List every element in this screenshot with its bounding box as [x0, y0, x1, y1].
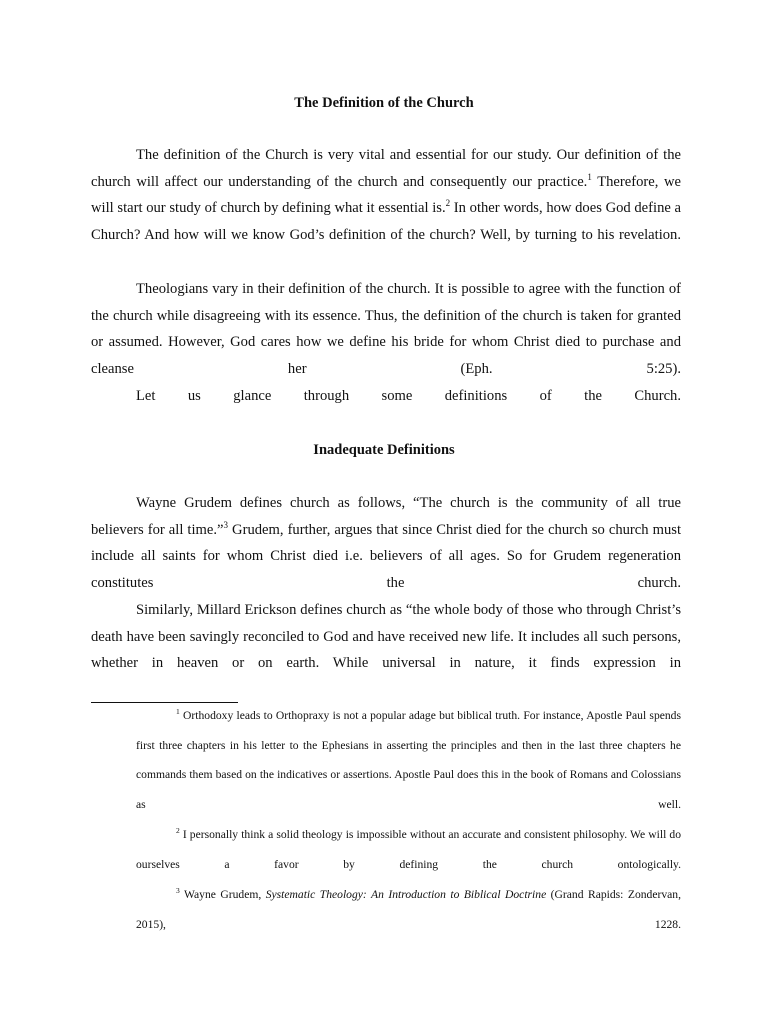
paragraph-1-text-a: The definition of the Church is very vital and essential for our study. Our definition of the church will affect our understanding of the church and consequently our practice.	[91, 147, 681, 190]
paragraph-4-text-b: Grudem, further, argues that since Christ died for the church so church must include all saints for whom Christ died i.e. believers of all ages. So for Grudem regeneration constitutes the church.	[91, 521, 681, 592]
footnote-3-text-pre: Wayne Grudem,	[179, 888, 266, 901]
page-title: The Definition of the Church	[294, 95, 474, 111]
paragraph-1-text-c: In other words, how does God define a Church? And how will we know God’s definition of the church? Well, by turning to his revelation.	[91, 200, 682, 244]
paragraph-1	[91, 142, 681, 276]
footnote-3-text-post: (Grand Rapids: Zondervan, 2015), 1228.	[136, 888, 681, 931]
footnote-1-text: Orthodoxy leads to Orthopraxy is not a popular adage but biblical truth. For instance, Apostle Paul spends first three chapters in his letter to the Ephesians in asserting the principles and then in the last three chapters he commands them based on the indicatives or assertions. Apostle Paul does this in the book of Romans and Colossians as well.	[136, 709, 681, 811]
paragraph-3	[91, 383, 681, 436]
footnote-ref-1: 1	[587, 171, 592, 182]
footnote-ref-2: 2	[445, 198, 451, 209]
footnote-3-book-title: Systematic Theology: An Introduction to Biblical Doctrine	[265, 888, 547, 901]
section-heading: Inadequate Definitions	[313, 442, 455, 458]
paragraph-2-text: Theologians vary in their definition of the church. It is possible to agree with the function of the church while disagreeing with its essence. Thus, the definition of the church is taken for granted or assumed. However, God cares how we define his bride for whom Christ died to purchase and cleanse her (Eph. 5:25).	[91, 281, 681, 378]
footnote-3-number: 3	[176, 886, 180, 895]
footnote-2-number: 2	[176, 826, 180, 835]
paragraph-1-text-b: Therefore, we will start our study of church by defining what it essential is.	[91, 173, 682, 217]
paragraph-5	[91, 597, 681, 704]
footnote-2-text: I personally think a solid theology is impossible without an accurate and consistent philosophy. We will do ourselves a favor by defining the church ontologically.	[136, 828, 681, 871]
paragraph-3-text: Let us glance through some definitions of the Church.	[136, 388, 681, 404]
footnote-1-number: 1	[176, 707, 180, 716]
paragraph-5-text: Similarly, Millard Erickson defines church as “the whole body of those who through Christ’s death have been savingly reconciled to God and have received new life. It includes all such persons, whether in heaven or on earth. While universal in nature, it finds expression in	[91, 602, 681, 672]
paragraph-4-text-a: Wayne Grudem defines church as follows, “The church is the community of all true believers for all time.”	[91, 495, 681, 538]
footnote-3	[136, 880, 681, 969]
footnote-ref-3: 3	[223, 519, 228, 530]
